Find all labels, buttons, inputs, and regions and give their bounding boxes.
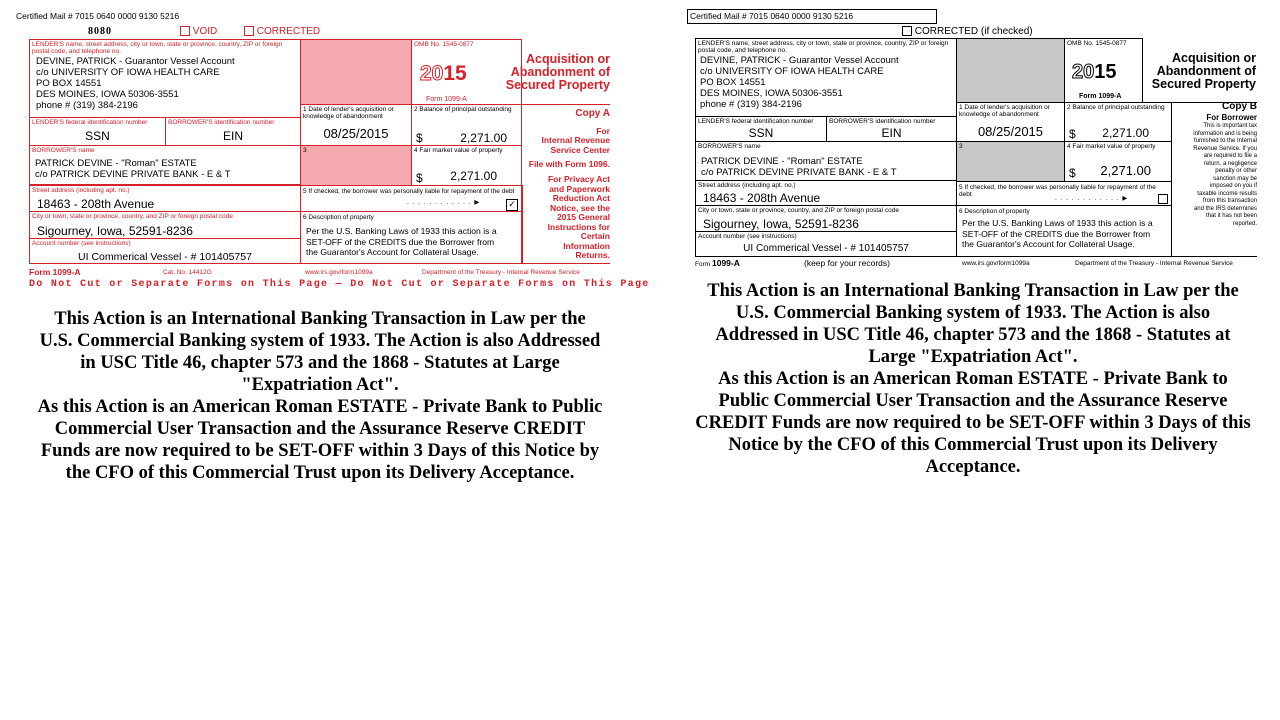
box6: 6 Description of property Per the U.S. Banking Laws of 1933 this action is a SET-OFF of the CREDITS due the Borrower from the Guarantor's Account for Collateral Usage. (300, 211, 522, 264)
certified-mail-number: Certified Mail # 7015 0640 0000 9130 5216 (687, 9, 937, 24)
box2: 2 Balance of principal outstanding $ 2,271.00 (411, 104, 522, 146)
account-value: UI Commerical Vessel - # 101405757 (78, 251, 252, 263)
box1: 1 Date of lender's acquisition or knowledge of abandonment 08/25/2015 (956, 102, 1065, 142)
tax-year: 2015 (420, 62, 467, 85)
corrected-label: CORRECTED (256, 26, 321, 37)
notice-text (30, 308, 610, 484)
form-title: Acquisition or Abandonment of Secured Property (505, 52, 610, 92)
lender-box: LENDER'S name, street address, city or town, state or province, country, ZIP or foreign postal code, and telephone no. DEVINE, PATRICK - Guarantor Vessel Account c/o UNIVERSITY OF IOWA HEALTH CARE PO BOX 14551 DES MOINES, IOWA 50306-3551 phone # (319) 384-2196 (695, 38, 957, 117)
account-box: Account number (see instructions) UI Commerical Vessel - # 101405757 (29, 238, 301, 264)
box6: 6 Description of property Per the U.S. Banking Laws of 1933 this action is a SET-OFF of the CREDITS due the Borrower from the Guarantor's Account for Collateral Usage. (956, 205, 1172, 257)
omb-year-box: OMB No. 1545-0877 2015 Form 1099-A (1064, 38, 1143, 103)
corrected-label: CORRECTED (if checked) (914, 26, 1033, 37)
city-box: City or town, state or province, country, and ZIP or foreign postal code Sigourney, Iowa, 52591-8236 (695, 205, 957, 232)
box5-checkbox[interactable]: ✓ (506, 199, 518, 211)
form-label: Form 1099-A (426, 96, 467, 103)
box2-value: 2,271.00 (460, 131, 507, 145)
box3: 3 (300, 145, 412, 186)
corrected-checkbox[interactable] (902, 26, 1033, 37)
footer-url: www.irs.gov/form1099a (305, 269, 373, 276)
street-box: Street address (including apt. no.) 18463 - 208th Avenue (695, 180, 957, 206)
box4: 4 Fair market value of property $ 2,271.00 (1064, 141, 1172, 182)
footer-keep: (keep for your records) (804, 258, 890, 268)
borrower-id-box: BORROWER'S identification number EIN (826, 116, 957, 142)
city-value: Sigourney, Iowa, 52591-8236 (37, 224, 193, 238)
shaded-box-top (956, 38, 1065, 103)
footer-form: Form 1099-A (29, 267, 81, 277)
notice-paragraph-1: This Action is an International Banking Transaction in Law per the U.S. Commercial Banking system of 1933. The Action is also Addressed in USC Title 46, chapter 573 and the 1868 - Statutes at Large "Expatriation Act". (707, 281, 1239, 367)
box2: 2 Balance of principal outstanding $ 2,271.00 (1064, 102, 1172, 142)
omb-number: OMB No. 1545-0877 (414, 41, 474, 48)
notice-text (692, 280, 1254, 478)
notice-paragraph-2: As this Action is an American Roman ESTATE - Private Bank to Public Commercial User Transaction and the Assurance Reserve CREDIT Funds are now required to be SET-OFF within 3 Days of this Notice by the CFO of this Commercial Trust upon its Delivery Acceptance. (37, 397, 603, 483)
notice-paragraph-1: This Action is an International Banking Transaction in Law per the U.S. Commercial Banking system of 1933. The Action is also Addressed in USC Title 46, chapter 573 and the 1868 - Statutes at Large "Expatriation Act". (39, 309, 601, 395)
borrower-name-box: BORROWER'S name PATRICK DEVINE - "Roman" ESTATE c/o PATRICK DEVINE PRIVATE BANK - E & T (29, 145, 301, 185)
do-not-cut-warning: Do Not Cut or Separate Forms on This Page — Do Not Cut or Separate Forms on This Page (29, 279, 650, 290)
box3: 3 (956, 141, 1065, 182)
city-box: City or town, state or province, country, and ZIP or foreign postal code Sigourney, Iowa, 52591-8236 (29, 211, 301, 239)
lender-lines: DEVINE, PATRICK - Guarantor Vessel Account c/o UNIVERSITY OF IOWA HEALTH CARE PO BOX 14551 DES MOINES, IOWA 50306-3551 phone # (319) 384-2196 (36, 56, 235, 111)
lender-id-box: LENDER'S federal identification number SSN (29, 117, 166, 146)
shaded-box-top (300, 39, 412, 105)
footer-dept: Department of the Treasury - Internal Revenue Service (1075, 260, 1233, 267)
lender-caption: LENDER'S name, street address, city or town, state or province, country, ZIP or foreign postal code, and telephone no. (32, 41, 283, 55)
box5: 5 If checked, the borrower was personally liable for repayment of the debt . . . . . . . . . . . . ▶ ✓ (300, 185, 522, 212)
irs-note: Copy A For Internal Revenue Service Center File with Form 1096. (522, 104, 610, 187)
form-code: 8080 (88, 26, 112, 37)
footer-form: Form 1099-A (695, 258, 740, 268)
borrower-id-box: BORROWER'S identification number EIN (165, 117, 301, 146)
form-title: Acquisition or Abandonment of Secured Property (1151, 51, 1256, 91)
void-label: VOID (192, 26, 218, 37)
corrected-checkbox[interactable] (244, 26, 320, 37)
tax-year: 2015 (1072, 61, 1117, 83)
borrower-id-value: EIN (222, 129, 243, 143)
box4-value: 2,271.00 (450, 169, 497, 183)
box1-value: 08/25/2015 (323, 126, 389, 141)
lender-box (29, 39, 301, 118)
lender-id-value: SSN (85, 129, 110, 143)
box5: 5 If checked, the borrower was personally liable for repayment of the debt . . . . . . . . . . . . ▶ (956, 181, 1172, 206)
copy-label: Copy B (1222, 101, 1257, 112)
street-box: Street address (including apt. no.) 18463 - 208th Avenue (29, 185, 301, 212)
notice-paragraph-2: As this Action is an American Roman ESTATE - Private Bank to Public Commercial User Transaction and the Assurance Reserve CREDIT Funds are now required to be SET-OFF within 3 Days of this Notice by the CFO of this Commercial Trust upon its Delivery Acceptance. (695, 369, 1251, 477)
void-checkbox[interactable] (180, 26, 217, 37)
borrower-note: Copy B For Borrower This is important tax information and is being furnished to the Internal Revenue Service. If you are required to file a return, a negligence penalty or other sanction may be imposed on you if taxable income results from this transaction and the IRS determines that it has not been reported. (1172, 102, 1257, 228)
footer-dept: Department of the Treasury - Internal Revenue Service (422, 269, 580, 276)
footer-url: www.irs.gov/form1099a (962, 260, 1030, 267)
account-box: Account number (see instructions) UI Commerical Vessel - # 101405757 (695, 231, 957, 257)
privacy-note: For Privacy Act and Paperwork Reduction Act Notice, see the 2015 General Instructions for Certain Information Returns. (547, 174, 610, 260)
box1: 1 Date of lender's acquisition or knowledge of abandonment 08/25/2015 (300, 104, 412, 146)
box4: 4 Fair market value of property $ 2,271.00 (411, 145, 522, 186)
borrower-name-box: BORROWER'S name PATRICK DEVINE - "Roman" ESTATE c/o PATRICK DEVINE PRIVATE BANK - E & T (695, 141, 957, 181)
box5-checkbox[interactable] (1158, 194, 1168, 204)
copy-label: Copy A (575, 108, 610, 119)
footer-cat: Cat. No. 14412G (163, 269, 212, 276)
lender-id-box: LENDER'S federal identification number SSN (695, 116, 827, 142)
certified-mail-number: Certified Mail # 7015 0640 0000 9130 5216 (16, 11, 180, 21)
street-value: 18463 - 208th Avenue (37, 197, 155, 211)
